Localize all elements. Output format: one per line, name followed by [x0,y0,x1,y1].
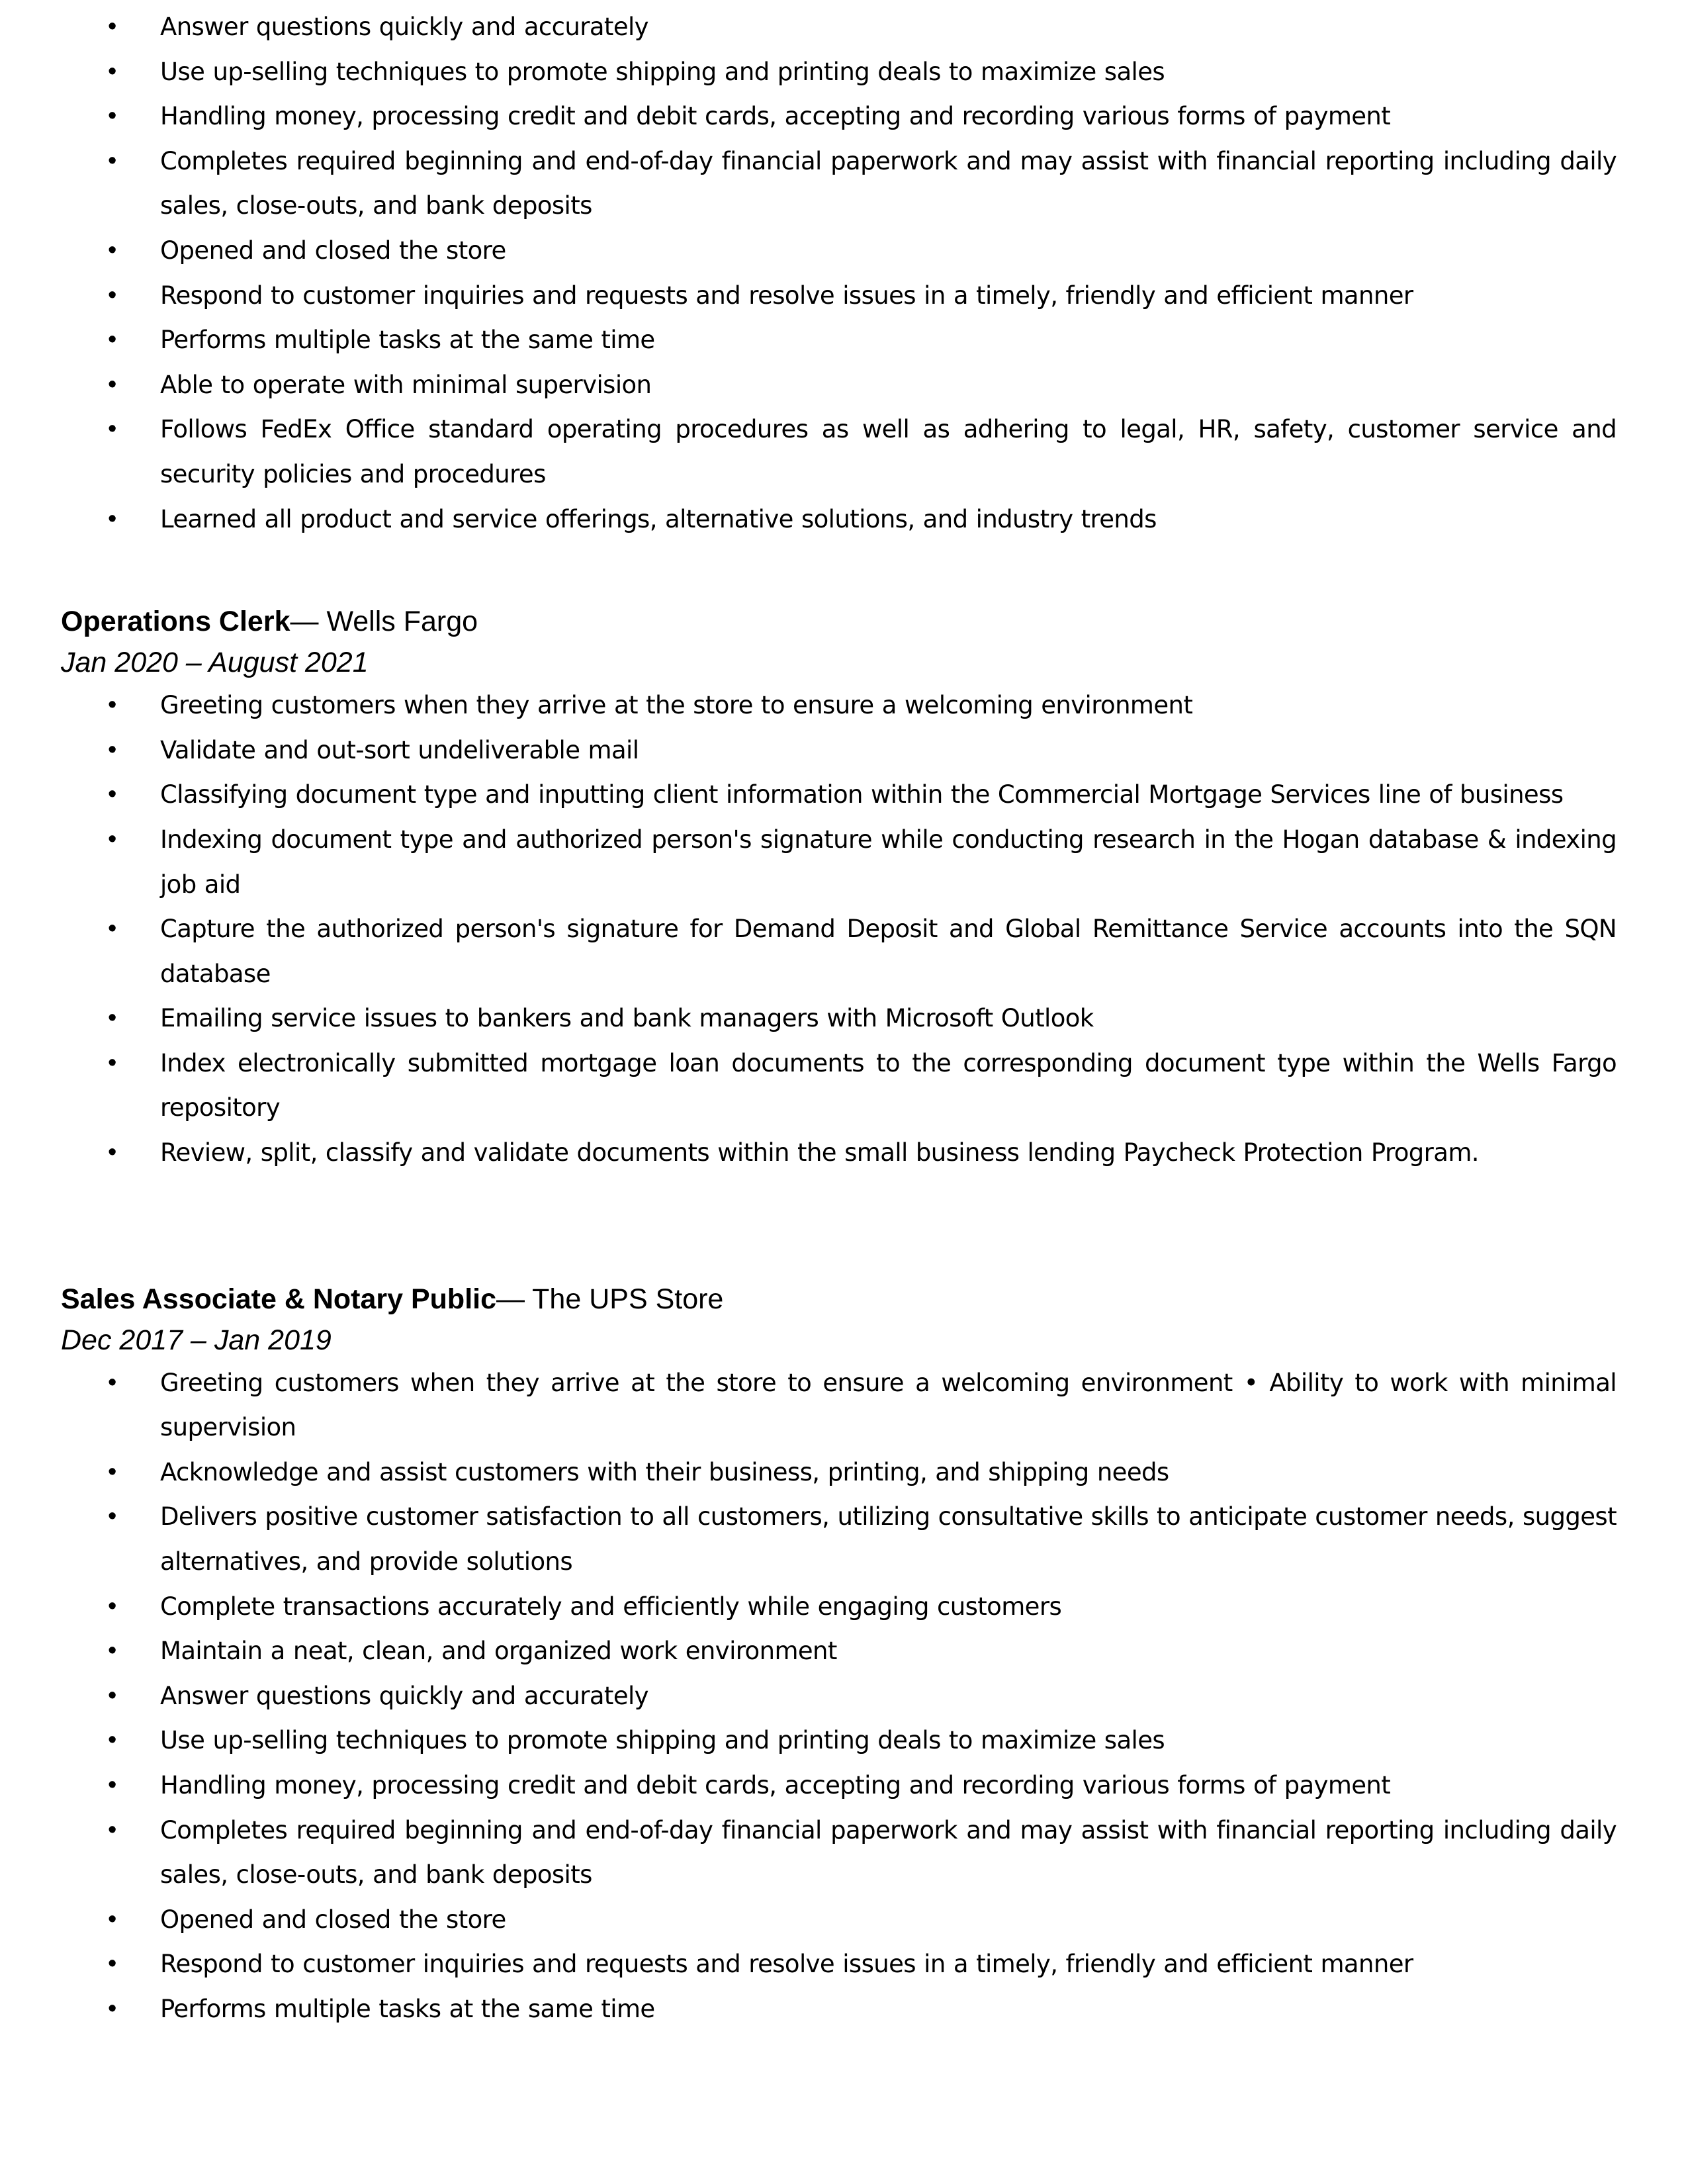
bullet-icon: • [108,415,116,443]
job-title: Sales Associate & Notary Public [61,1283,496,1315]
bullet-icon: • [108,326,116,354]
bullet-icon: • [108,370,116,398]
job-duties-list-ups-store [0,1361,1688,2032]
section-spacer [0,1175,1688,1279]
job-heading-wells-fargo [61,601,1688,642]
job-heading-ups-store [61,1279,1688,1320]
list-item [0,1942,1617,1987]
list-item [0,772,1617,817]
list-item [0,50,1617,95]
list-item [0,228,1617,273]
job-duties-list-wells-fargo [0,683,1688,1175]
bullet-icon: • [108,236,116,264]
duty-text: Follows FedEx Office standard operating procedures as well as adhering to legal, HR, safety, customer service and security policies and procedures [160,415,1617,488]
section-spacer [0,541,1688,601]
bullet-icon: • [108,1502,116,1531]
duty-text: Use up-selling techniques to promote shipping and printing deals to maximize sales [160,57,1165,86]
duty-text: Opened and closed the store [160,1905,506,1934]
duty-text: Answer questions quickly and accurately [160,1681,648,1710]
bullet-icon: • [108,57,116,85]
bullet-icon: • [108,1994,116,2023]
list-item [0,1130,1617,1175]
list-item [0,497,1617,542]
list-item [0,817,1617,907]
list-item [0,1897,1617,1942]
bullet-icon: • [108,1048,116,1077]
list-item [0,1763,1617,1808]
bullet-icon: • [108,504,116,533]
duty-text: Use up-selling techniques to promote shipping and printing deals to maximize sales [160,1726,1165,1755]
list-item [0,273,1617,318]
duty-text: Opened and closed the store [160,236,506,265]
bullet-icon: • [108,1004,116,1032]
duty-text: Performs multiple tasks at the same time [160,326,655,355]
duty-text: Complete transactions accurately and efficiently while engaging customers [160,1592,1062,1621]
duty-text: Acknowledge and assist customers with their business, printing, and shipping needs [160,1457,1169,1486]
list-item [0,1041,1617,1130]
list-item [0,94,1617,139]
duty-text: Handling money, processing credit and debit cards, accepting and recording various forms of payment [160,102,1391,131]
bullet-icon: • [108,1637,116,1665]
list-item [0,1987,1617,2032]
bullet-icon: • [108,1815,116,1844]
list-item [0,1361,1617,1450]
list-item [0,1808,1617,1897]
bullet-icon: • [108,1771,116,1799]
duty-text: Indexing document type and authorized person's signature while conducting research in the Hogan database & indexing job aid [160,825,1617,899]
bullet-icon: • [108,1138,116,1167]
bullet-icon: • [108,780,116,809]
bullet-icon: • [108,735,116,764]
job-title: Operations Clerk [61,606,290,638]
job-dates: Jan 2020 – August 2021 [61,647,369,679]
duty-text: Learned all product and service offerings, alternative solutions, and industry trends [160,504,1157,533]
bullet-icon: • [108,102,116,130]
list-item [0,1450,1617,1495]
list-item [0,5,1617,50]
duty-text: Capture the authorized person's signature for Demand Deposit and Global Remittance Service accounts into the SQN database [160,915,1617,988]
bullet-icon: • [108,13,116,40]
list-item [0,1494,1617,1584]
resume-page [0,5,1688,2032]
list-item [0,1674,1617,1719]
duty-text: Maintain a neat, clean, and organized work environment [160,1637,837,1666]
list-item [0,1629,1617,1674]
bullet-icon: • [108,915,116,943]
list-item [0,318,1617,363]
duty-text: Validate and out-sort undeliverable mail [160,735,639,764]
duty-text: Handling money, processing credit and debit cards, accepting and recording various forms of payment [160,1771,1391,1799]
list-item [0,907,1617,996]
list-item [0,996,1617,1041]
duty-text: Performs multiple tasks at the same time [160,1994,655,2023]
duty-text: Respond to customer inquiries and requests and resolve issues in a timely, friendly and efficient manner [160,1950,1413,1979]
bullet-icon: • [108,1457,116,1486]
list-item [0,363,1617,408]
bullet-icon: • [108,1368,116,1396]
bullet-icon: • [108,691,116,719]
list-item [0,407,1617,496]
list-item [0,1718,1617,1763]
bullet-icon: • [108,1726,116,1754]
list-item [0,1584,1617,1629]
duty-text: Respond to customer inquiries and requests and resolve issues in a timely, friendly and efficient manner [160,281,1413,310]
duty-text: Completes required beginning and end-of-day financial paperwork and may assist with financial reporting including daily sales, close-outs, and bank deposits [160,146,1617,220]
bullet-icon: • [108,1950,116,1978]
job-company: — The UPS Store [496,1283,724,1315]
bullet-icon: • [108,825,116,853]
duty-text: Completes required beginning and end-of-day financial paperwork and may assist with financial reporting including daily sales, close-outs, and bank deposits [160,1815,1617,1889]
duty-text: Greeting customers when they arrive at the store to ensure a welcoming environment • Ability to work with minimal supervision [160,1368,1617,1442]
duty-text: Index electronically submitted mortgage loan documents to the corresponding document type within the Wells Fargo repository [160,1048,1617,1122]
duty-text: Review, split, classify and validate documents within the small business lending Paycheck Protection Program. [160,1138,1479,1167]
list-item [0,728,1617,773]
duty-text: Able to operate with minimal supervision [160,370,652,399]
duty-text: Delivers positive customer satisfaction to all customers, utilizing consultative skills to anticipate customer needs, suggest alternatives, and provide solutions [160,1502,1617,1576]
job-dates: Dec 2017 – Jan 2019 [61,1324,332,1356]
job-company: — Wells Fargo [290,606,478,638]
duty-text: Classifying document type and inputting client information within the Commercial Mortgage Services line of business [160,780,1564,809]
bullet-icon: • [108,281,116,309]
list-item [0,139,1617,228]
duty-text: Emailing service issues to bankers and bank managers with Microsoft Outlook [160,1004,1094,1033]
duty-text: Answer questions quickly and accurately [160,13,648,41]
list-item [0,683,1617,728]
bullet-icon: • [108,1905,116,1933]
bullet-icon: • [108,1681,116,1709]
continued-job-duties-list [0,5,1688,541]
bullet-icon: • [108,146,116,175]
duty-text: Greeting customers when they arrive at the store to ensure a welcoming environment [160,691,1193,720]
bullet-icon: • [108,1592,116,1620]
